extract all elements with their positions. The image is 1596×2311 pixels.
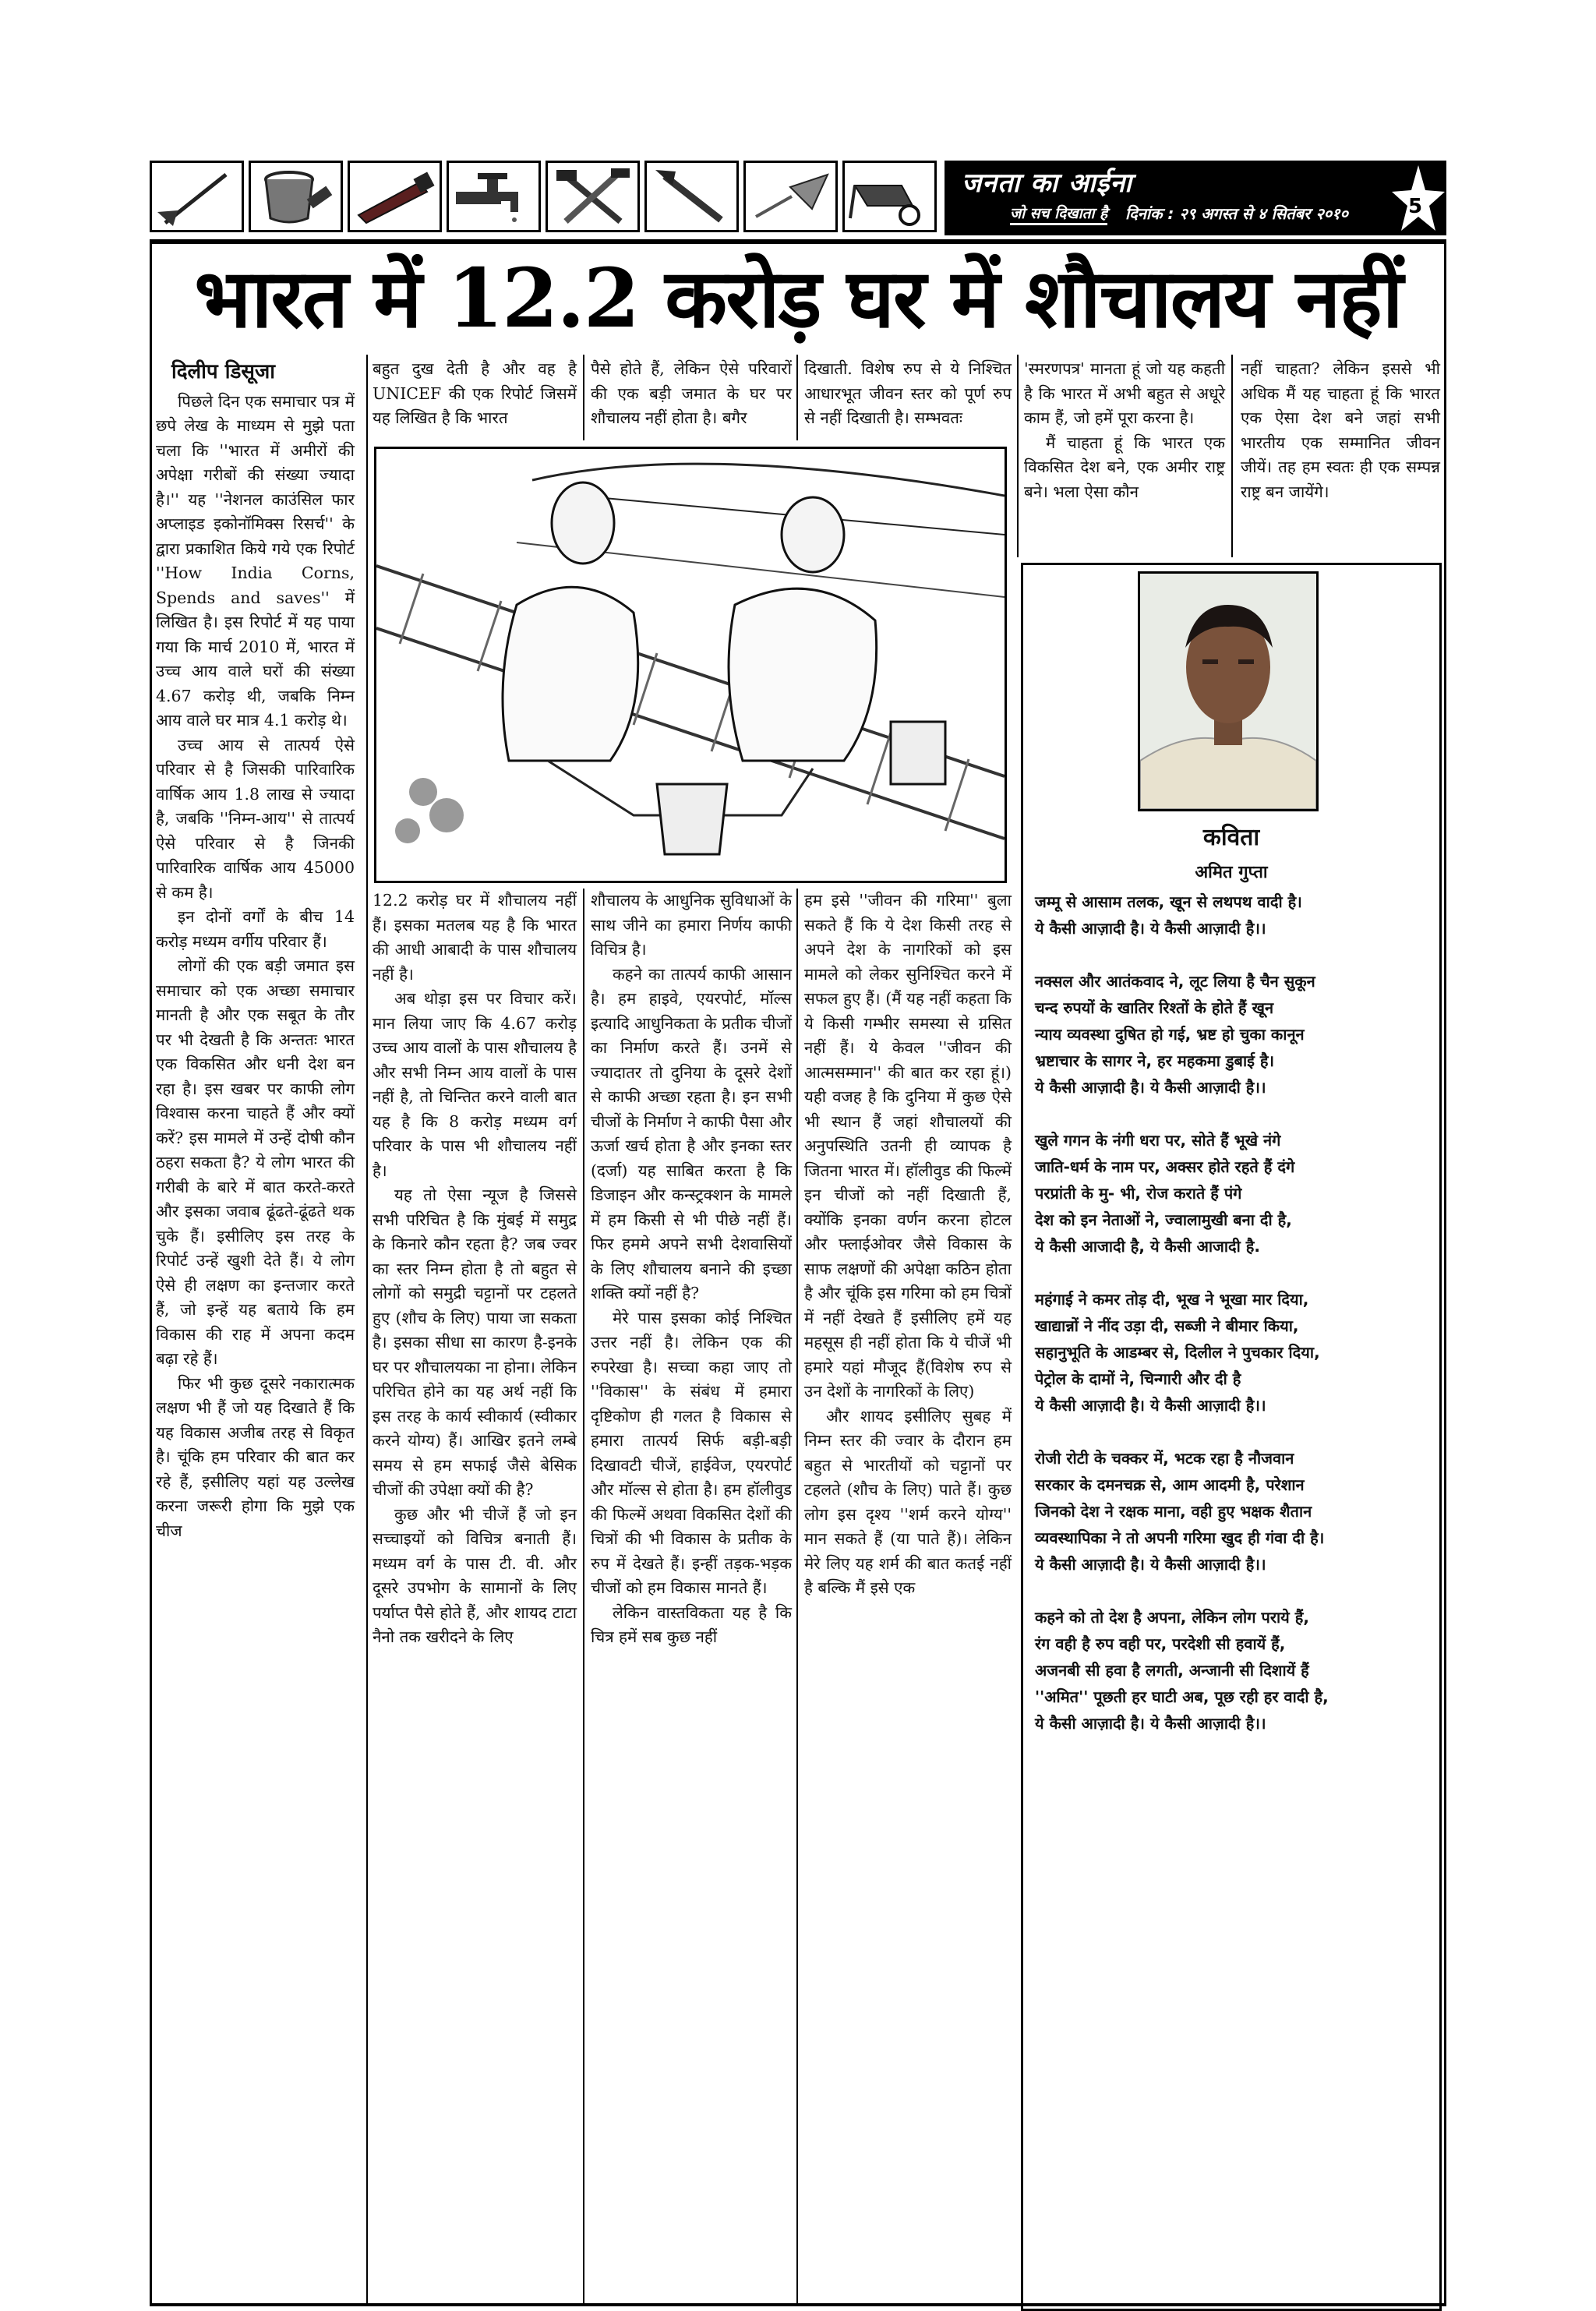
saw-icon	[348, 161, 442, 232]
paragraph: मेरे पास इसका कोई निश्चित उत्तर नहीं है। लेकिन एक की रुपरेखा है। सच्चा कहा जाए तो ''विकास'' के संबंध में हमारा दृष्टिकोण ही गलत है विकास से हमारा तात्पर्य सिर्फ बड़ी-बड़ी दिखावटी चीजें, हाईवेज, एयरपोर्ट और मॉल्स से होता है। हम हॉलीवुड की फिल्में अथवा विकसित देशों की चित्रों की भी विकास के प्रतीक के रुप में देखते हैं। इन्हीं तड़क-भड़क चीजों को हम विकास मानते हैं।	[591, 1308, 792, 1597]
poem-line: चन्द रुपयों के खातिर रिश्तों के होते हैं खून	[1035, 998, 1274, 1017]
article-column-5-top	[1024, 357, 1225, 504]
poem-text	[1035, 889, 1434, 1763]
paragraph: फिर भी कुछ दूसरे नकारात्मक लक्षण भी हैं जो यह दिखाते हैं कि यह विकास अजीब तरह से विकृत है। चूंकि हम परिवार की बात कर रहे हैं, इसीलिए यहां यह उल्लेख करना जरूरी होगा कि मुझे एक चीज	[156, 1373, 355, 1540]
newspaper-name: जनता का आईना	[962, 168, 1132, 199]
paragraph: इन दोनों वर्गों के बीच 14 करोड़ मध्यम वर्गीय परिवार हैं।	[156, 907, 355, 951]
newspaper-tagline: जो सच दिखाता है	[1010, 203, 1107, 225]
paragraph: पिछले दिन एक समाचार पत्र में छपे लेख के माध्यम से मुझे पता चला कि ''भारत में अमीरों की अपेक्षा गरीबों की संख्या ज्यादा है।'' यह ''नेशनल काउंसिल फार अप्लाइड इकोनॉमिक्स रिसर्च'' के द्वारा प्रकाशित किये गये एक रिपोर्ट ''How India Corns, Spends and saves'' में लिखित है। इस रिपोर्ट में यह पाया गया कि मार्च 2010 में, भारत में उच्च आय वाले घरों की संख्या 4.67 करोड़ थी, जबकि निम्न आय वाले घर मात्र 4.1 करोड़ थे।	[156, 391, 355, 730]
poem-line: रोजी रोटी के चक्कर में, भटक रहा है नौजवान	[1035, 1449, 1294, 1468]
paragraph: 12.2 करोड़ घर में शौचालय नहीं हैं। इसका मतलब यह है कि भारत की आधी आबादी के पास शौचालय नहीं है।	[373, 891, 577, 984]
poem-line: सहानुभूति के आडम्बर से, दिलील ने पुचकार दिया,	[1035, 1343, 1320, 1362]
poem-line: भ्रष्टाचार के सागर ने, हर महकमा डुबाई है।	[1035, 1051, 1275, 1070]
water-tap-icon	[447, 161, 541, 232]
paint-bucket-icon	[249, 161, 343, 232]
poem-line: जाति-धर्म के नाम पर, अक्सर होते रहते हैं दंगे	[1035, 1157, 1295, 1176]
paragraph: लेकिन वास्तविकता यह है कि चित्र हमें सब कुछ नहीं	[591, 1603, 792, 1646]
paragraph: 'स्मरणपत्र' मानता हूं जो यह कहती है कि भारत में अभी बहुत से अधूरे काम हैं, जो हमें पूरा करना है।	[1024, 359, 1225, 427]
page-number: 5	[1408, 195, 1423, 218]
column-divider	[796, 889, 798, 2303]
article-column-4-top	[804, 357, 1012, 431]
poem-stanza	[1035, 1286, 1434, 1419]
poem-line: परप्रांती के मु- भी, रोज कराते हैं पंगे	[1035, 1184, 1242, 1203]
column-divider	[1231, 355, 1233, 557]
poem-line: जम्मू से आसाम तलक, खून से लथपथ वादी है।	[1035, 892, 1302, 911]
paragraph: मैं चाहता हूं कि भारत एक विकसित देश बने, एक अमीर राष्ट्र बने। भला ऐसा कौन	[1024, 433, 1225, 501]
paragraph: यह तो ऐसा न्यूज है जिससे सभी परिचित है कि मुंबई में समुद्र के किनारे कौन रहता है? जब ज्वर का स्तर निम्न होता है तो बहुत से लोगों को समुद्री चट्टानों पर टहलते हुए (शौच के लिए) पाया जा सकता है। इसका सीधा सा कारण है-इनके घर पर शौचालयका ना होना। लेकिन परिचित होने का यह अर्थ नहीं कि इस तरह के कार्य स्वीकार्य (स्वीकार करने योग्य) हैं। आखिर इतने लम्बे समय से हम सफाई जैसे बेसिक चीजों की उपेक्षा क्यों की है?	[373, 1186, 577, 1499]
poem-line: खुले गगन के नंगी धरा पर, सोते हैं भूखे नंगे	[1035, 1131, 1281, 1150]
poem-line: व्यवस्थापिका ने तो अपनी गरिमा खुद ही गंवा दी है।	[1035, 1528, 1325, 1547]
masthead	[150, 161, 1446, 235]
column-divider	[583, 889, 584, 2303]
tool-icon-strip	[150, 161, 941, 235]
poem-line: महंगाई ने कमर तोड़ दी, भूख ने भूखा मार दिया,	[1035, 1290, 1309, 1309]
poem-line: ये कैसी आज़ादी है। ये कैसी आज़ादी है।।	[1035, 919, 1266, 938]
article-column-3-top	[591, 357, 792, 431]
poem-line: न्याय व्यवस्था दुषित हो गई, भ्रष्ट हो चुका कानून	[1035, 1025, 1305, 1044]
poem-line: ये कैसी आज़ादी है। ये कैसी आज़ादी है।।	[1035, 1396, 1266, 1415]
article-column-4	[804, 889, 1012, 1601]
poem-line: ये कैसी आज़ादी है। ये कैसी आज़ादी है।।	[1035, 1078, 1266, 1097]
hammer-saw-icon	[546, 161, 640, 232]
poem-title: कविता	[1202, 824, 1260, 851]
poem-line: सरकार के दमनचक्र से, आम आदमी है, परेशान	[1035, 1475, 1305, 1494]
hoe-icon	[150, 161, 244, 232]
poem-line: ''अमित'' पूछती हर घाटी अब, पूछ रही हर वादी है,	[1035, 1687, 1329, 1706]
poem-line: पेट्रोल के दामों ने, चिन्गारी और दी है	[1035, 1369, 1241, 1388]
poem-line: नक्सल और आतंकवाद ने, लूट लिया है चैन सुकून	[1035, 972, 1315, 991]
author-byline: दिलीप डिसूजा	[171, 360, 275, 383]
article-column-2	[373, 889, 577, 1650]
poem-stanza	[1035, 968, 1434, 1101]
poem-line: खाद्यान्नों ने नींद उड़ा दी, सब्जी ने बीमार किया,	[1035, 1316, 1299, 1335]
poem-stanza	[1035, 1604, 1434, 1737]
paragraph: लोगों की एक बड़ी जमात इस समाचार को एक अच्छा समाचार मानती है और एक सबूत के तौर पर भी देखती है कि अन्ततः भारत एक विकसित और धनी देश बन रहा है। इस खबर पर काफी लोग विश्वास करना चाहते हैं और क्यों करें? इस मामले में उन्हें दोषी कौन ठहरा सकता है? ये लोग भारत की गरीबी के बारे में बात करते-करते और इसका जवाब ढूंढते-ढूंढते थक चुके हैं। इसीलिए इस तरह के रिपोर्ट उन्हें खुशी देते हैं। ये लोग ऐसे ही लक्षण का इन्तजार करते हैं, जो इन्हें यह बताये कि हम विकास की राह में अपना कदम बढ़ा रहे हैं।	[156, 956, 355, 1368]
paragraph: दिखाती. विशेष रुप से ये निश्चित आधारभूत जीवन स्तर को पूर्ण रुप से नहीं दिखाती है। सम्भवतः	[804, 359, 1012, 427]
poem-line: ये कैसी आज़ादी है। ये कैसी आज़ादी है।।	[1035, 1714, 1266, 1733]
poem-line: जिनको देश ने रक्षक माना, वही हुए भक्षक शैतान	[1035, 1502, 1312, 1521]
article-headline: भारत में 12.2 करोड़ घर में शौचालय नहीं	[194, 250, 1402, 346]
poem-author: अमित गुप्ता	[1195, 863, 1268, 882]
article-column-3	[591, 889, 792, 1650]
wheelbarrow-icon	[842, 161, 937, 232]
paragraph: उच्च आय से तात्पर्य ऐसे परिवार से है जिसकी पारिवारिक वार्षिक आय 1.8 लाख से ज्यादा है, जबकि ''निम्न-आय'' से तात्पर्य ऐसे परिवार से है जिनकी पारिवारिक वार्षिक आय 45000 से कम है।	[156, 735, 355, 902]
poem-stanza	[1035, 1127, 1434, 1260]
paragraph: हम इसे ''जीवन की गरिमा'' बुला सकते हैं कि ये देश किसी तरह से अपने देश के नागरिकों को इस मामले को लेकर सुनिश्चित करने में सफल हुए हैं। (मैं यह नहीं कहता कि ये किसी गम्भीर समस्या से ग्रसित नहीं हैं। ये केवल ''जीवन की आत्मसम्मान'' की बात कर रहा हूं।) यही वजह है कि दुनिया में कुछ ऐसे भी स्थान हैं जहां शौचालयों की अनुपस्थिति उतनी ही व्यापक है जितना भारत में। हॉलीवुड की फिल्में इन चीजों को नहीं दिखाती हैं, क्योंकि इनका वर्णन करना होटल और फ्लाईओवर जैसे विकास के साफ लक्षणों की अपेक्षा कठिन होता है और चूंकि इस गरिमा को हम चित्रों में नहीं देखते हैं इसीलिए हमें यह महसूस ही नहीं होता कि ये चीजें भी हमारे यहां मौजूद हैं(विशेष रुप से उन देशों के नागरिकों के लिए)	[804, 891, 1012, 1401]
poem-line: ये कैसी आजादी है, ये कैसी आजादी है.	[1035, 1237, 1261, 1256]
column-divider	[583, 355, 584, 440]
cartoon-illustration	[374, 447, 1007, 883]
paragraph: कुछ और भी चीजें हैं जो इन सच्चाइयों को विचित्र बनाती हैं। मध्यम वर्ग के पास टी. वी. और दूसरे उपभोग के सामानों के लिए पर्याप्त पैसे होते हैं, और शायद टाटा नैनो तक खरीदने के लिए	[373, 1504, 577, 1646]
poem-stanza	[1035, 1445, 1434, 1578]
paragraph: नहीं चाहता? लेकिन इससे भी अधिक मैं यह चाहता हूं कि भारत एक ऐसा देश बने जहां सभी भारतीय एक सम्मानित जीवन जीयें। तह हम स्वतः ही एक सम्पन्न राष्ट्र बन जायेंगे।	[1241, 359, 1440, 501]
column-divider	[796, 355, 798, 440]
poem-line: अजनबी सी हवा है लगती, अन्जानी सी दिशायें हैं	[1035, 1661, 1309, 1680]
paragraph: अब थोड़ा इस पर विचार करें। मान लिया जाए कि 4.67 करोड़ उच्च आय वालों के पास शौचालय है और सभी निम्न आय वालों के पास नहीं है, तो चिन्तित करने वाली बात यह है कि 8 करोड़ मध्यम वर्ग परिवार के पास भी शौचालय नहीं है।	[373, 989, 577, 1180]
issue-date: दिनांक : २९ अगस्त से ४ सितंबर २०१०	[1125, 204, 1348, 223]
poem-line: रंग वही है रुप वही पर, परदेशी सी हवायें हैं,	[1035, 1634, 1286, 1653]
article-column-2-top	[373, 357, 577, 431]
paragraph: बहुत दुख देती है और वह है UNICEF की एक रिपोर्ट जिसमें यह लिखित है कि भारत	[373, 359, 577, 427]
paragraph: शौचालय के आधुनिक सुविधाओं के साथ जीने का हमारा निर्णय काफी विचित्र है।	[591, 891, 792, 959]
wrench-icon	[644, 161, 739, 232]
column-divider	[1017, 355, 1019, 557]
trowel-icon	[743, 161, 838, 232]
newspaper-brand	[945, 161, 1446, 235]
article-column-1	[156, 360, 355, 1543]
paragraph: और शायद इसीलिए सुबह में निम्न स्तर की ज्वार के दौरान हम बहुत से भारतीयों को चट्टानों पर टहलते (शौच के लिए) पाते हैं। कुछ लोग इस दृश्य ''शर्म करने योग्य'' मान सकते हैं (या पाते हैं)। लेकिन मेरे लिए यह शर्म की बात कतई नहीं है बल्कि मैं इसे एक	[804, 1406, 1012, 1597]
poem-line: ये कैसी आज़ादी है। ये कैसी आज़ादी है।।	[1035, 1555, 1266, 1574]
poem-stanza	[1035, 889, 1434, 942]
paragraph: कहने का तात्पर्य काफी आसान है। हम हाइवे, एयरपोर्ट, मॉल्स इत्यादि आधुनिकता के प्रतीक चीजों का निर्माण करते हैं। उनमें से ज्यादातर तो दुनिया के दूसरे देशों से काफी अच्छा रहता है। इन सभी चीजों के निर्माण ने काफी पैसा और ऊर्जा खर्च होता है और इनका स्तर (दर्जा) यह साबित करता है कि डिजाइन और कन्स्ट्रक्शन के मामले में हम किसी से भी पीछे नहीं हैं। फिर हममे अपने सभी देशवासियों के लिए शौचालय बनाने की इच्छा शक्ति क्यों नहीं है?	[591, 964, 792, 1302]
article-column-6-top	[1241, 357, 1440, 504]
poem-line: देश को इन नेताओं ने, ज्वालामुखी बना दी है,	[1035, 1210, 1292, 1229]
column-divider	[366, 355, 368, 2303]
poem-line: कहने को तो देश है अपना, लेकिन लोग पराये हैं,	[1035, 1608, 1309, 1627]
author-photo	[1138, 571, 1319, 811]
paragraph: पैसे होते हैं, लेकिन ऐसे परिवारों की एक बड़ी जमात के घर पर शौचालय नहीं होता है। बगैर	[591, 359, 792, 427]
